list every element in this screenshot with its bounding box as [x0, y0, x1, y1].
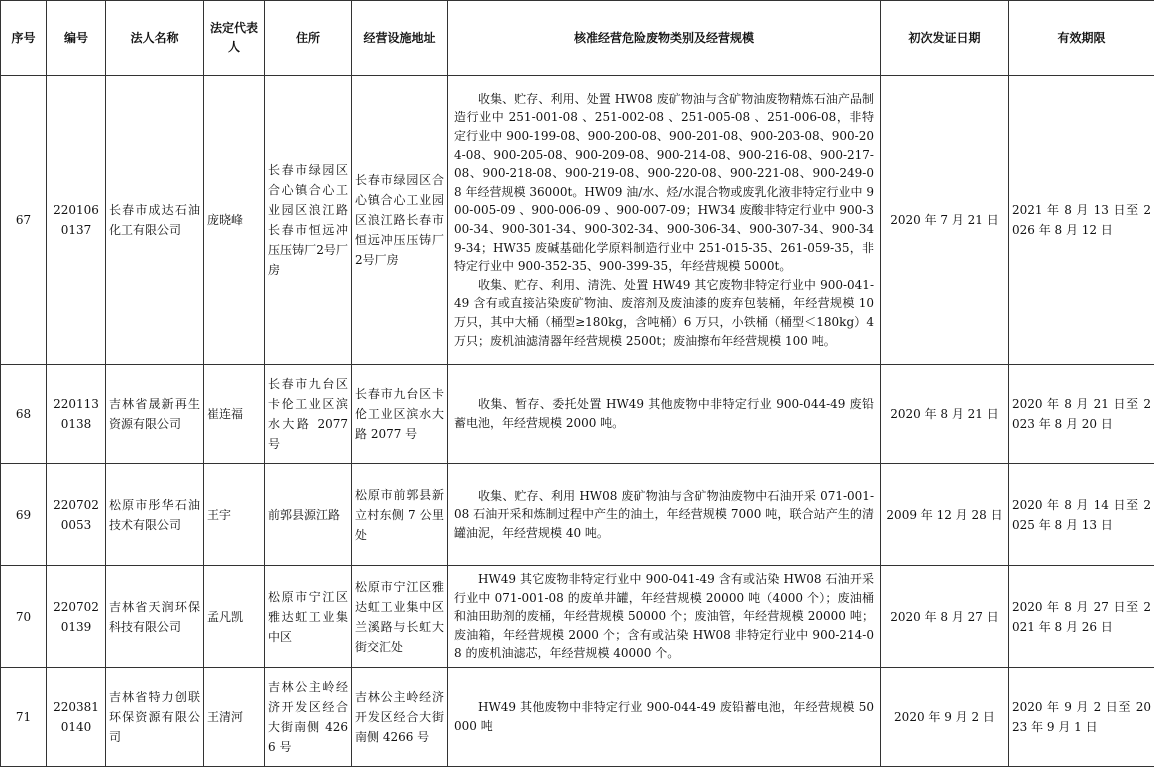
scope-paragraph: 收集、贮存、利用 HW08 废矿物油与含矿物油废物中石油开采 071-001-08 石油开采和炼制过程中产生的油土，年经营规模 7000 吨，联合站产生的清罐油泥，年经营规模 40 吨。	[454, 488, 874, 540]
cell-validity: 2020 年 9 月 2 日至 2023 年 9 月 1 日	[1009, 668, 1154, 767]
cell-code: 2201130138	[47, 365, 106, 464]
cell-company: 吉林省特力创联环保资源有限公司	[106, 668, 204, 767]
header-seq: 序号	[1, 1, 47, 76]
cell-rep: 王清河	[204, 668, 265, 767]
header-validity: 有效期限	[1009, 1, 1154, 76]
cell-seq: 68	[1, 365, 47, 464]
table-row	[1, 464, 1154, 566]
cell-company: 长春市成达石油化工有限公司	[106, 76, 204, 365]
cell-validity: 2020 年 8 月 27 日至 2021 年 8 月 26 日	[1009, 566, 1154, 668]
cell-address: 长春市绿园区合心镇合心工业园区浪江路长春市恒远冲压压铸厂2号厂房	[265, 76, 352, 365]
cell-rep: 孟凡凯	[204, 566, 265, 668]
cell-first-date: 2020 年 7 月 21 日	[881, 76, 1009, 365]
scope-paragraph: 收集、贮存、利用、清洗、处置 HW49 其它废物非特定行业中 900-041-49 含有或直接沾染废矿物油、废溶剂及废油漆的废弃包装桶，年经营规模 10 万只，其中大桶（桶型≥180kg，含吨桶）6 万只，小铁桶（桶型＜180kg）4 万只；废机油滤清器年经营规模 2500t；废油擦布年经营规模 100 吨。	[454, 277, 874, 348]
cell-scope	[448, 668, 881, 767]
cell-facility: 松原市前郭县新立村东侧 7 公里处	[352, 464, 448, 566]
table-row	[1, 566, 1154, 668]
cell-rep: 崔连福	[204, 365, 265, 464]
cell-validity: 2020 年 8 月 21 日至 2023 年 8 月 20 日	[1009, 365, 1154, 464]
cell-code: 2207020139	[47, 566, 106, 668]
cell-address: 松原市宁江区雅达虹工业集中区	[265, 566, 352, 668]
cell-address: 长春市九台区卡伦工业区滨水大路 2077 号	[265, 365, 352, 464]
cell-address: 吉林公主岭经济开发区经合大街南侧 4266 号	[265, 668, 352, 767]
cell-validity: 2021 年 8 月 13 日至 2026 年 8 月 12 日	[1009, 76, 1154, 365]
table-row	[1, 76, 1154, 365]
cell-code: 2203810140	[47, 668, 106, 767]
cell-validity: 2020 年 8 月 14 日至 2025 年 8 月 13 日	[1009, 464, 1154, 566]
cell-company: 松原市彤华石油技术有限公司	[106, 464, 204, 566]
header-rep: 法定代表人	[204, 1, 265, 76]
cell-facility: 长春市绿园区合心镇合心工业园区浪江路长春市恒远冲压压铸厂2号厂房	[352, 76, 448, 365]
header-first-date: 初次发证日期	[881, 1, 1009, 76]
header-address: 住所	[265, 1, 352, 76]
scope-paragraph: HW49 其它废物非特定行业中 900-041-49 含有或沾染 HW08 石油开采行业中 071-001-08 的废单井罐，年经营规模 20000 吨（4000 个）；废油桶和油田助剂的废桶，年经营规模 50000 个；废油管，年经营规模 20000 吨；废油箱，年经营规模 2000 个；含有或沾染 HW08 非特定行业中 900-214-08 的废机油滤芯，年经营规模 40000 个。	[454, 572, 874, 661]
header-scope: 核准经营危险废物类别及经营规模	[448, 1, 881, 76]
cell-seq: 67	[1, 76, 47, 365]
cell-seq: 70	[1, 566, 47, 668]
cell-scope	[448, 566, 881, 668]
cell-facility: 松原市宁江区雅达虹工业集中区兰溪路与长虹大街交汇处	[352, 566, 448, 668]
cell-company: 吉林省天润环保科技有限公司	[106, 566, 204, 668]
cell-first-date: 2020 年 8 月 21 日	[881, 365, 1009, 464]
cell-company: 吉林省晟新再生资源有限公司	[106, 365, 204, 464]
scope-paragraph: 收集、暂存、委托处置 HW49 其他废物中非特定行业 900-044-49 废铅蓄电池，年经营规模 2000 吨。	[454, 397, 874, 430]
header-company: 法人名称	[106, 1, 204, 76]
cell-code: 2207020053	[47, 464, 106, 566]
cell-facility: 吉林公主岭经济开发区经合大街南侧 4266 号	[352, 668, 448, 767]
cell-rep: 庞晓峰	[204, 76, 265, 365]
scope-paragraph: HW49 其他废物中非特定行业 900-044-49 废铅蓄电池，年经营规模 50000 吨	[454, 700, 874, 733]
cell-first-date: 2020 年 8 月 27 日	[881, 566, 1009, 668]
cell-facility: 长春市九台区卡伦工业区滨水大路 2077 号	[352, 365, 448, 464]
scope-paragraph: 收集、贮存、利用、处置 HW08 废矿物油与含矿物油废物精炼石油产品制造行业中 251-001-08 、251-002-08 、251-005-08 、251-006-08，非特定行业中 900-199-08、900-200-08、900-201-08、900-203-08、900-204-08、900-205-08、900-209-08、900-214-08、900-216-08、900-217-08、900-218-08、900-219-08、900-220-08、900-221-08、900-249-08 年经营规模 36000t。HW09 油/水、烃/水混合物或废乳化液非特定行业中 900-005-09 、900-006-09 、900-007-09；HW34 废酸非特定行业中 900-300-34、900-301-34、900-302-34、900-306-34、900-307-34、900-349-34；HW35 废碱基础化学原料制造行业中 251-015-35、261-059-35，非特定行业中 900-352-35、900-399-35，年经营规模 5000t。	[454, 91, 874, 274]
cell-seq: 69	[1, 464, 47, 566]
cell-code: 2201060137	[47, 76, 106, 365]
header-code: 编号	[47, 1, 106, 76]
cell-seq: 71	[1, 668, 47, 767]
cell-scope	[448, 464, 881, 566]
cell-scope	[448, 365, 881, 464]
table-row	[1, 365, 1154, 464]
header-row	[1, 1, 1154, 76]
cell-rep: 王宇	[204, 464, 265, 566]
cell-address: 前郭县源江路	[265, 464, 352, 566]
cell-scope	[448, 76, 881, 365]
table-row	[1, 668, 1154, 767]
cell-first-date: 2009 年 12 月 28 日	[881, 464, 1009, 566]
header-facility: 经营设施地址	[352, 1, 448, 76]
cell-first-date: 2020 年 9 月 2 日	[881, 668, 1009, 767]
